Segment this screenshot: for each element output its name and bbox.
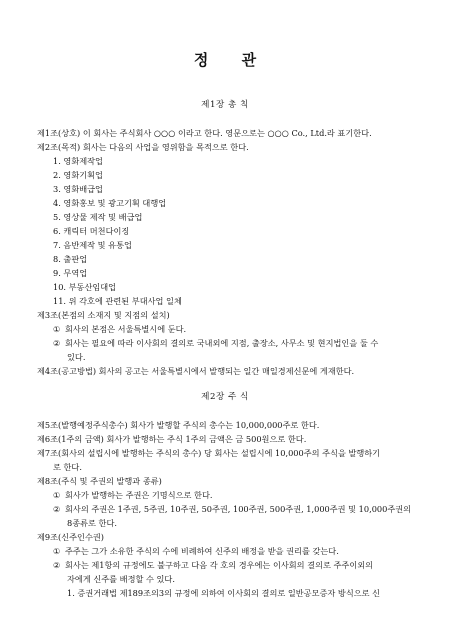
paragraph-marker: ② bbox=[53, 560, 61, 570]
paragraph-marker: ② bbox=[53, 338, 61, 348]
article-3: 제3조(본점의 소재지 및 지점의 설치) bbox=[37, 310, 170, 320]
paragraph-continuation: 있다. bbox=[67, 352, 86, 362]
purpose-item: 11. 위 각호에 관련된 부대사업 일체 bbox=[53, 296, 182, 306]
paragraph-text: 회사가 발행하는 주권은 기명식으로 한다. bbox=[65, 490, 213, 500]
article-2: 제2조(목적) 회사는 다음의 사업을 영위함을 목적으로 한다. bbox=[37, 142, 249, 152]
paragraph-continuation: 자에게 신주를 배정할 수 있다. bbox=[67, 574, 175, 584]
purpose-item: 9. 무역업 bbox=[53, 268, 88, 278]
paragraph-continuation: 8종류로 한다. bbox=[67, 518, 117, 528]
paragraph-text: 회사는 제1항의 규정에도 불구하고 다음 각 호의 경우에는 이사회의 결의로 주주이외의 bbox=[65, 560, 374, 570]
purpose-item: 2. 영화기획업 bbox=[53, 170, 103, 180]
article-6: 제6조(1주의 금액) 회사가 발행하는 주식 1주의 금액은 금 500원으로 한다. bbox=[37, 434, 307, 444]
purpose-item: 8. 출판업 bbox=[53, 254, 88, 264]
article-3-paragraph-2 bbox=[53, 338, 378, 348]
article-7-continuation: 로 한다. bbox=[53, 462, 82, 472]
article-5: 제5조(발행예정주식총수) 회사가 발행할 주식의 총수는 10,000,000주로 한다. bbox=[37, 420, 320, 430]
purpose-item: 1. 영화제작업 bbox=[53, 156, 103, 166]
purpose-item: 6. 캐릭터 머천다이징 bbox=[53, 226, 130, 236]
document-title: 정 관 bbox=[193, 51, 271, 69]
purpose-item: 3. 영화배급업 bbox=[53, 184, 103, 194]
purpose-item: 5. 영상물 제작 및 배급업 bbox=[53, 212, 143, 222]
article-8-paragraph-2 bbox=[53, 504, 411, 514]
paragraph-text: 회사는 필요에 따라 이사회의 결의로 국내외에 지점, 출장소, 사무소 및 현지법인을 둘 수 bbox=[65, 338, 379, 348]
paragraph-marker: ① bbox=[53, 546, 61, 556]
article-9: 제9조(신주인수권) bbox=[37, 532, 104, 542]
article-3-paragraph-1 bbox=[53, 324, 186, 334]
article-9-paragraph-2 bbox=[53, 560, 373, 570]
paragraph-marker: ① bbox=[53, 324, 61, 334]
chapter-1-heading: 제1장 총 칙 bbox=[201, 100, 249, 110]
paragraph-marker: ① bbox=[53, 490, 61, 500]
purpose-item: 10. 부동산임대업 bbox=[53, 282, 117, 292]
article-4: 제4조(공고방법) 회사의 공고는 서울특별시에서 발행되는 일간 매일경제신문에 게재한다. bbox=[37, 366, 355, 376]
article-9-item-1: 1. 증권거래법 제189조의3의 규정에 의하여 이사회의 결의로 일반공모증자 방식으로 신 bbox=[67, 588, 381, 598]
paragraph-text: 회사의 주권은 1주권, 5주권, 10주권, 50주권, 100주권, 500주권, 1,000주권 및 10,000주권의 bbox=[65, 504, 412, 514]
paragraph-marker: ② bbox=[53, 504, 61, 514]
purpose-item: 7. 음반제작 및 유통업 bbox=[53, 240, 132, 250]
chapter-2-heading: 제2장 주 식 bbox=[201, 392, 249, 402]
article-7: 제7조(회사의 설립시에 발행하는 주식의 총수) 당 회사는 설립시에 10,000주의 주식을 발행하기 bbox=[37, 448, 381, 458]
purpose-item: 4. 영화홍보 및 광고기획 대행업 bbox=[53, 198, 167, 208]
article-8-paragraph-1 bbox=[53, 490, 212, 500]
paragraph-text: 회사의 본점은 서울특별시에 둔다. bbox=[65, 324, 187, 334]
paragraph-text: 주주는 그가 소유한 주식의 수에 비례하여 신주의 배정을 받을 권리를 갖는다. bbox=[65, 546, 339, 556]
article-9-paragraph-1 bbox=[53, 546, 339, 556]
article-1: 제1조(상호) 이 회사는 주식회사 ○○○ 이라고 한다. 영문으로는 ○○○ Co., Ltd.라 표기한다. bbox=[37, 128, 372, 138]
article-8: 제8조(주식 및 주권의 발행과 종류) bbox=[37, 476, 162, 486]
